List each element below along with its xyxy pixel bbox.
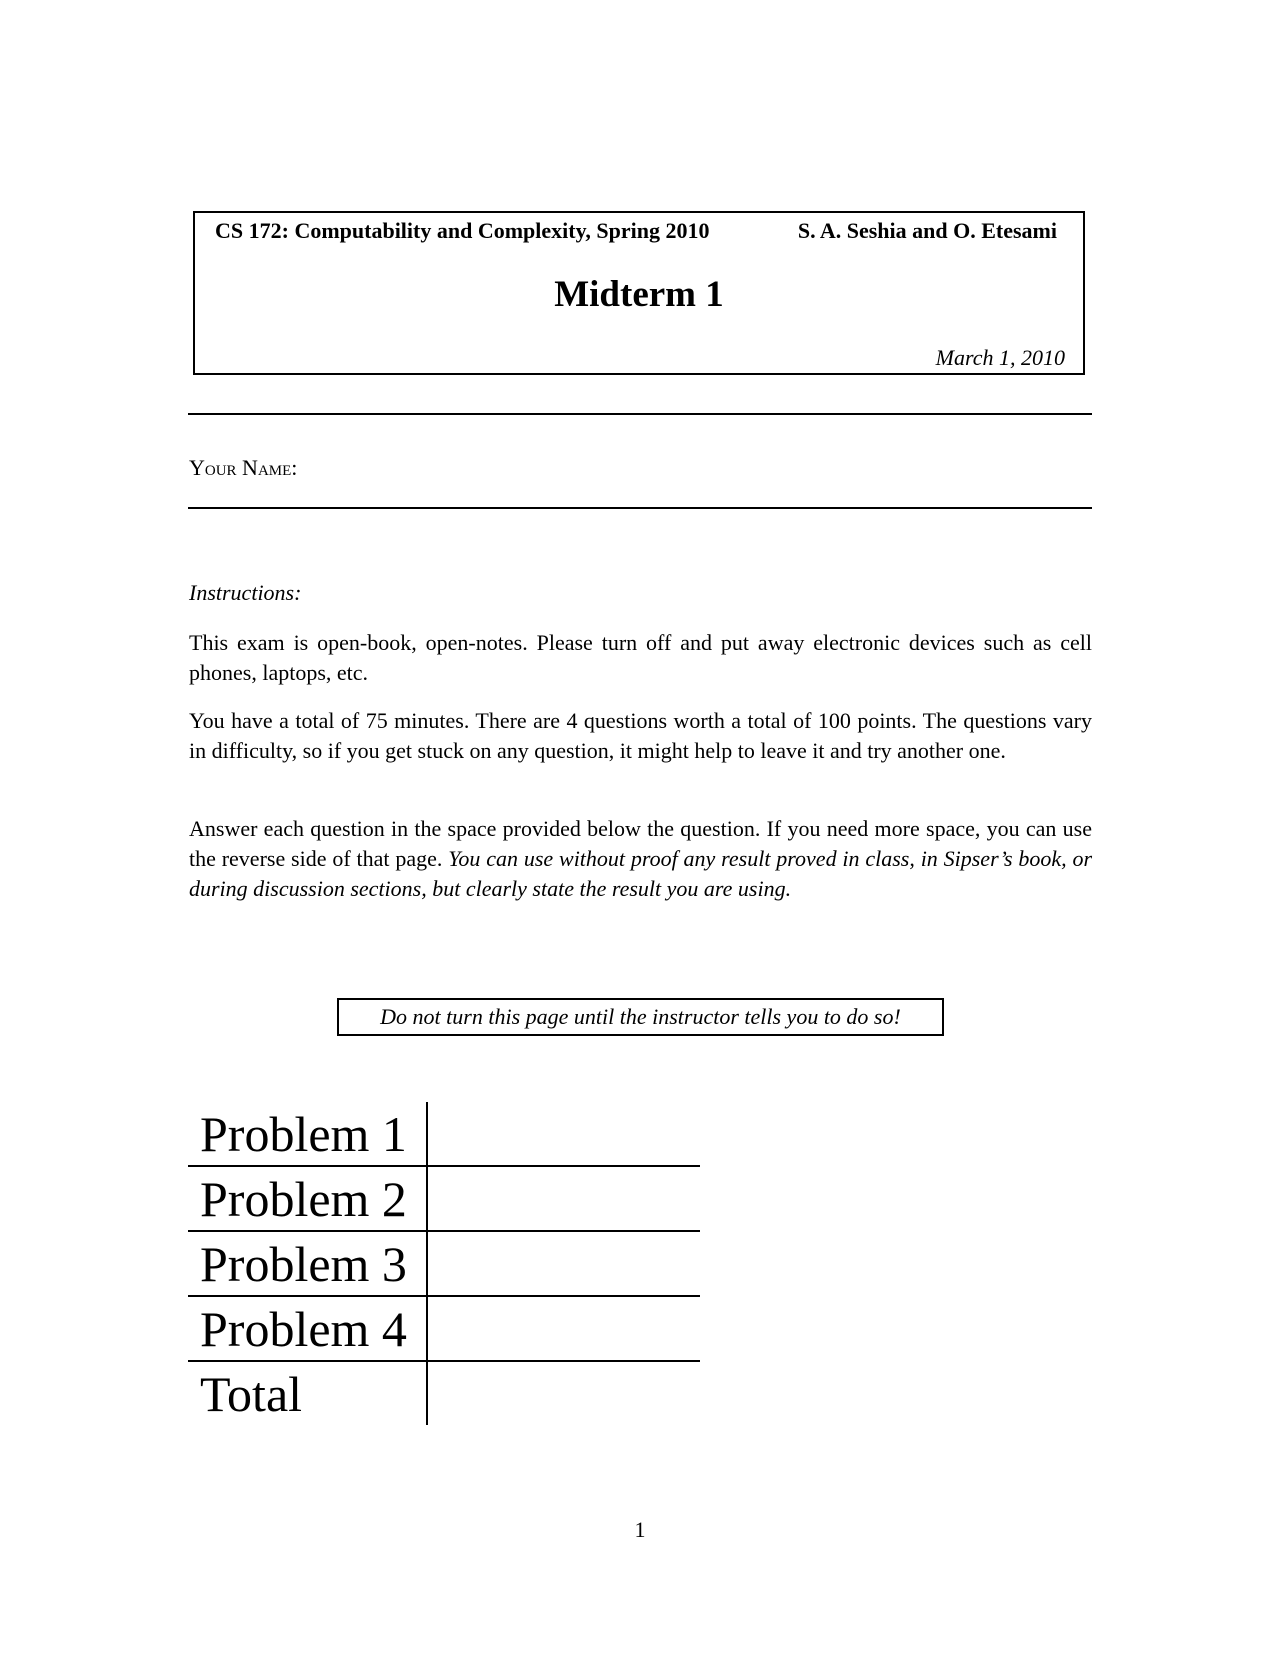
instructions-paragraph-2: You have a total of 75 minutes. There are 4 questions worth a total of 100 points. The questions vary in difficulty, so if you get stuck on any question, it might help to leave it and try another one. (189, 708, 1092, 763)
instructions-paragraph-1: This exam is open-book, open-notes. Please turn off and put away electronic devices such as cell phones, laptops, etc. (189, 630, 1092, 685)
table-row (188, 1102, 700, 1166)
score-cell (427, 1231, 700, 1296)
course-title: CS 172: Computability and Complexity, Spring 2010 (215, 218, 710, 243)
exam-header-box (193, 211, 1085, 375)
instructions-paragraph-3 (189, 814, 1092, 904)
score-cell (427, 1102, 700, 1166)
score-row-label: Problem 2 (188, 1166, 427, 1231)
instructions-heading: Instructions: (189, 580, 302, 605)
instructors: S. A. Seshia and O. Etesami (797, 218, 1057, 243)
instructions-paragraph-3-plain: Answer each question in the space provided below the question. If you need more space, you can use the reverse side of that page. (189, 816, 1092, 871)
table-row (188, 1231, 700, 1296)
exam-date: March 1, 2010 (935, 345, 1065, 370)
score-row-label: Problem 1 (188, 1102, 427, 1166)
page-number: 1 (634, 1517, 646, 1542)
score-table (188, 1102, 700, 1425)
score-cell (427, 1296, 700, 1361)
score-row-label: Problem 4 (188, 1296, 427, 1361)
score-cell (427, 1361, 700, 1425)
score-cell (427, 1166, 700, 1231)
name-bottom-rule (188, 507, 1092, 509)
name-top-rule (188, 413, 1092, 415)
exam-title: Midterm 1 (554, 274, 724, 315)
do-not-turn-notice: Do not turn this page until the instructor tells you to do so! (337, 998, 944, 1036)
table-row (188, 1166, 700, 1231)
your-name-label: Your Name: (189, 455, 298, 480)
score-row-label: Total (188, 1361, 427, 1425)
table-row (188, 1296, 700, 1361)
instructions-paragraph-3-italic: You can use without proof any result proved in class, in Sipser’s book, or during discussion sections, but clearly state the result you are using. (189, 846, 1093, 901)
score-row-label: Problem 3 (188, 1231, 427, 1296)
table-row (188, 1361, 700, 1425)
